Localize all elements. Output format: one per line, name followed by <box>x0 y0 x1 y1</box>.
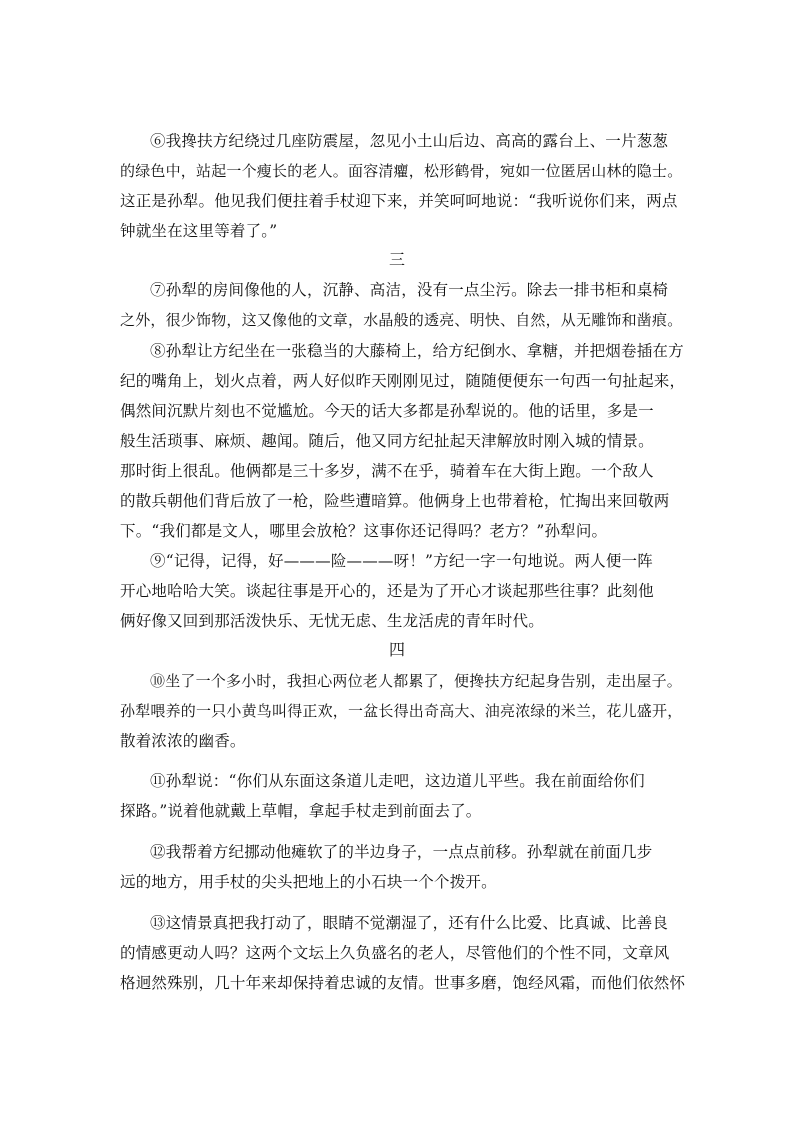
paragraph-13-line-2: 的情感更动人吗？这两个文坛上久负盛名的老人，尽管他们的个性不同，文章风 <box>120 944 670 962</box>
paragraph-8-line-2: 纪的嘴角上，划火点着，两人好似昨天刚刚见过，随随便便东一句西一句扯起来， <box>120 372 686 390</box>
paragraph-8-line-3: 偶然间沉默片刻也不觉尴尬。今天的话大多都是孙犁说的。他的话里，多是一 <box>120 402 654 420</box>
paragraph-11-line-1: ⑪孙犁说：“你们从东面这条道儿走吧，这边道儿平些。我在前面给你们 <box>150 772 645 790</box>
paragraph-8-line-6: 的散兵朝他们背后放了一枪，险些遭暗算。他俩身上也带着枪，忙掏出来回敬两 <box>120 492 670 510</box>
paragraph-6-line-1: ⑥我搀扶方纪绕过几座防震屋，忽见小土山后边、高高的露台上、一片葱葱 <box>150 132 669 150</box>
paragraph-6-line-3: 这正是孙犁。他见我们便拄着手杖迎下来，并笑呵呵地说：“我听说你们来，两点 <box>120 192 678 210</box>
paragraph-8-line-5: 那时街上很乱。他俩都是三十多岁，满不在乎，骑着车在大街上跑。一个敌人 <box>120 462 654 480</box>
paragraph-9-line-2: 开心地哈哈大笑。谈起往事是开心的，还是为了开心才谈起那些往事？此刻他 <box>120 582 654 600</box>
paragraph-8-line-4: 般生活琐事、麻烦、趣闻。随后，他又同方纪扯起天津解放时刚入城的情景。 <box>120 432 654 450</box>
paragraph-12-line-2: 远的地方，用手杖的尖头把地上的小石块一个个拨开。 <box>120 873 497 891</box>
paragraph-11-line-2: 探路。”说着他就戴上草帽，拿起手杖走到前面去了。 <box>120 802 482 820</box>
paragraph-8-line-1: ⑧孙犁让方纪坐在一张稳当的大藤椅上，给方纪倒水、拿糖，并把烟卷插在方 <box>150 342 684 360</box>
paragraph-6-line-2: 的绿色中，站起一个瘦长的老人。面容清癯，松形鹤骨，宛如一位匿居山林的隐士。 <box>120 162 683 180</box>
paragraph-13-line-1: ⑬这情景真把我打动了，眼睛不觉潮湿了，还有什么比爱、比真诚、比善良 <box>150 914 669 932</box>
paragraph-10-line-2: 孙犁喂养的一只小黄鸟叫得正欢，一盆长得出奇高大、油亮浓绿的米兰，花儿盛开， <box>120 702 683 720</box>
paragraph-10-line-3: 散着浓浓的幽香。 <box>120 732 246 750</box>
paragraph-7-line-2: 之外，很少饰物，这又像他的文章，水晶般的透亮、明快、自然，从无雕饰和凿痕。 <box>120 311 683 329</box>
paragraph-13-line-3: 格迥然殊别，几十年来却保持着忠诚的友情。世事多磨，饱经风霜，而他们依然怀 <box>120 974 686 992</box>
section-heading-3: 三 <box>388 250 405 269</box>
paragraph-6-line-4: 钟就坐在这里等着了。” <box>120 222 278 240</box>
paragraph-8-line-7: 下。“我们都是文人，哪里会放枪？这事你还记得吗？老方？”孙犁问。 <box>120 522 608 540</box>
paragraph-10-line-1: ⑩坐了一个多小时，我担心两位老人都累了，便搀扶方纪起身告别，走出屋子。 <box>150 672 683 690</box>
paragraph-9-line-3: 俩好像又回到那活泼快乐、无忧无虑、生龙活虎的青年时代。 <box>120 612 544 630</box>
paragraph-12-line-1: ⑫我帮着方纪挪动他瘫软了的半边身子，一点点前移。孙犁就在前面几步 <box>150 843 653 861</box>
section-heading-4: 四 <box>388 640 405 659</box>
paragraph-7-line-1: ⑦孙犁的房间像他的人，沉静、高洁，没有一点尘污。除去一排书柜和桌椅 <box>150 281 669 299</box>
paragraph-9-line-1: ⑨“记得，记得，好———险———呀！”方纪一字一句地说。两人便一阵 <box>150 552 653 570</box>
